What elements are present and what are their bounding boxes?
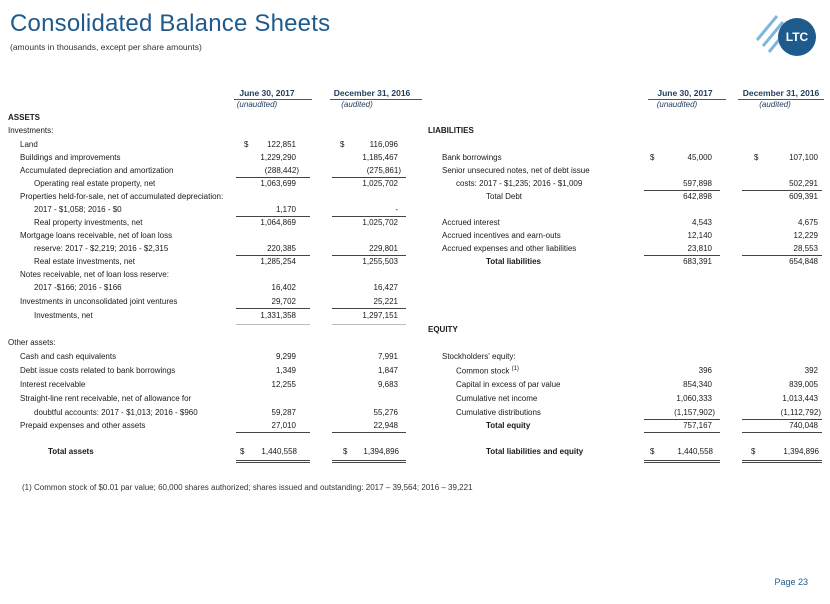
other-asset-value-2017: 27,010 (271, 421, 296, 430)
asset-value-2017: 1,064,869 (260, 218, 296, 227)
other-asset-label: Prepaid expenses and other assets (20, 421, 146, 430)
dollar-sign: $ (240, 447, 245, 456)
liability-label: Senior unsecured notes, net of debt issue (442, 166, 590, 175)
asset-value-2016: 1,185,467 (362, 153, 398, 162)
equity-heading: EQUITY (428, 325, 458, 334)
liability-label: Bank borrowings (442, 153, 502, 162)
liability-value-2016: 502,291 (789, 179, 818, 188)
subtotal-rule (236, 308, 310, 309)
liability-value-2016: 654,848 (789, 257, 818, 266)
asset-value-2017: 1,285,254 (260, 257, 296, 266)
asset-value-2017: 1,229,290 (260, 153, 296, 162)
logo-text: LTC (785, 30, 809, 44)
subtotal-rule (236, 324, 310, 325)
ltc-logo (751, 6, 823, 64)
liability-value-2017: 683,391 (683, 257, 712, 266)
subtotal-rule (332, 177, 406, 178)
total-equity-label: Total equity (486, 421, 531, 430)
total-assets-2016: 1,394,896 (363, 447, 399, 456)
asset-value-2016: 1,297,151 (362, 311, 398, 320)
asset-value-2016: 116,096 (369, 140, 398, 149)
col-header-jun2017-right: June 30, 2017 (657, 88, 713, 98)
asset-value-2016: - (395, 205, 398, 214)
other-asset-label: Straight-line rent receivable, net of allowance for (20, 394, 192, 403)
subtotal-rule (332, 324, 406, 325)
liability-value-2016: 28,553 (793, 244, 818, 253)
asset-label: 2017 -$166; 2016 - $166 (34, 283, 122, 292)
asset-value-2017: 1,063,699 (260, 179, 296, 188)
col-sub-audited-left: (audited) (341, 100, 373, 109)
equity-value-2016: 839,005 (789, 380, 818, 389)
asset-value-2017: 1,331,358 (260, 311, 296, 320)
liability-value-2017: 597,898 (683, 179, 712, 188)
other-asset-value-2017: 12,255 (271, 380, 296, 389)
asset-value-2017: 122,851 (267, 140, 296, 149)
footnote-marker: (1) (511, 366, 519, 372)
liability-value-2017: 23,810 (687, 244, 712, 253)
other-asset-label: Interest receivable (20, 380, 86, 389)
asset-value-2017: 16,402 (271, 283, 296, 292)
total-liabilities-equity-label: Total liabilities and equity (486, 447, 584, 456)
total-rule (332, 460, 406, 463)
asset-label: Properties held-for-sale, net of accumulated depreciation: (20, 192, 224, 201)
subtotal-rule (742, 419, 822, 420)
total-rule (236, 460, 310, 463)
subtotal-rule (644, 432, 720, 433)
asset-label: Investments in unconsolidated joint ventures (20, 297, 178, 306)
other-asset-label: Debt issue costs related to bank borrowings (20, 366, 176, 375)
asset-label: Buildings and improvements (20, 153, 121, 162)
total-rule (742, 460, 822, 463)
other-asset-label: doubtful accounts: 2017 - $1,013; 2016 - $960 (34, 408, 198, 417)
asset-label: Operating real estate property, net (34, 179, 156, 188)
asset-label: Real property investments, net (34, 218, 143, 227)
other-asset-value-2017: 59,287 (271, 408, 296, 417)
total-assets-2017: 1,440,558 (261, 447, 297, 456)
other-asset-value-2017: 9,299 (275, 352, 296, 361)
liability-label: Accrued expenses and other liabilities (442, 244, 577, 253)
subtotal-rule (644, 419, 720, 420)
page-title: Consolidated Balance Sheets (10, 10, 331, 37)
asset-label: Investments, net (34, 311, 93, 320)
equity-value-2017: (1,157,902) (674, 408, 715, 417)
liability-value-2017: 45,000 (687, 153, 712, 162)
dollar-sign: $ (650, 447, 655, 456)
dollar-sign: $ (340, 140, 345, 149)
liability-label: Accrued interest (442, 218, 500, 227)
equity-label: Capital in excess of par value (456, 380, 561, 389)
equity-value-2016: (1,112,792) (780, 408, 821, 417)
equity-value-2016: 1,013,443 (782, 394, 818, 403)
other-asset-value-2016: 9,683 (377, 380, 398, 389)
stockholders-equity-heading: Stockholders' equity: (442, 352, 516, 361)
asset-value-2016: 25,221 (373, 297, 398, 306)
subtotal-rule (236, 432, 310, 433)
assets-heading: ASSETS (8, 113, 41, 122)
subtotal-rule (644, 255, 720, 256)
asset-value-2017: (288,442) (264, 166, 299, 175)
liability-value-2016: 107,100 (789, 153, 818, 162)
asset-value-2017: 220,385 (267, 244, 296, 253)
asset-label: Real estate investments, net (34, 257, 135, 266)
subtotal-rule (236, 177, 310, 178)
asset-label: Land (20, 140, 38, 149)
investments-heading: Investments: (8, 126, 54, 135)
other-asset-value-2016: 22,948 (373, 421, 398, 430)
liability-value-2016: 12,229 (793, 231, 818, 240)
subtotal-rule (332, 308, 406, 309)
dollar-sign: $ (754, 153, 759, 162)
liability-value-2017: 12,140 (687, 231, 712, 240)
asset-value-2016: 1,025,702 (362, 218, 398, 227)
col-header-dec2016-left: December 31, 2016 (333, 88, 411, 98)
col-sub-unaudited-right: (unaudited) (656, 100, 698, 109)
asset-value-2016: 1,255,503 (362, 257, 398, 266)
asset-value-2017: 29,702 (271, 297, 296, 306)
dollar-sign: $ (343, 447, 348, 456)
liability-value-2017: 4,543 (691, 218, 712, 227)
common-stock-label: Common stock $^{(1)}$ (456, 366, 519, 376)
subtotal-rule (236, 255, 310, 256)
subtotal-rule (644, 190, 720, 191)
subtotal-rule (332, 432, 406, 433)
asset-value-2016: 16,427 (373, 283, 398, 292)
other-asset-value-2016: 7,991 (377, 352, 398, 361)
equity-label: Cumulative net income (456, 394, 538, 403)
other-asset-value-2016: 55,276 (373, 408, 398, 417)
dollar-sign: $ (244, 140, 249, 149)
subtotal-rule (742, 190, 822, 191)
other-asset-label: Cash and cash equivalents (20, 352, 117, 361)
subtotal-rule (742, 255, 822, 256)
col-sub-unaudited-left: (unaudited) (236, 100, 278, 109)
dollar-sign: $ (751, 447, 756, 456)
asset-value-2017: 1,170 (275, 205, 296, 214)
asset-label: reserve: 2017 - $2,219; 2016 - $2,315 (34, 244, 169, 253)
col-header-dec2016-right: December 31, 2016 (742, 88, 820, 98)
equity-value-2017: 396 (698, 366, 712, 375)
equity-label: Cumulative distributions (456, 408, 541, 417)
asset-value-2016: 1,025,702 (362, 179, 398, 188)
total-liabilities-label: Total liabilities (486, 257, 541, 266)
footnote: (1) Common stock of $0.01 par value; 60,000 shares authorized; shares issued and outstanding: 2017 – 39,564; 2016 – 39,221 (22, 483, 473, 492)
equity-value-2016: 392 (804, 366, 818, 375)
other-assets-heading: Other assets: (8, 338, 56, 347)
asset-label: 2017 - $1,058; 2016 - $0 (34, 205, 122, 214)
asset-label: Notes receivable, net of loan loss reserve: (20, 270, 169, 279)
col-sub-audited-right: (audited) (759, 100, 791, 109)
logo-sub-text: REIT (807, 45, 817, 57)
liabilities-heading: LIABILITIES (428, 126, 474, 135)
page-number: Page 23 (774, 577, 808, 587)
liability-value-2016: 609,391 (789, 192, 818, 201)
total-rule (644, 460, 720, 463)
asset-value-2016: (275,861) (366, 166, 401, 175)
col-header-jun2017-left: June 30, 2017 (239, 88, 295, 98)
equity-value-2017: 757,167 (683, 421, 712, 430)
liability-value-2017: 642,898 (683, 192, 712, 201)
equity-value-2017: 854,340 (683, 380, 712, 389)
equity-value-2016: 740,048 (789, 421, 818, 430)
total-liabilities-equity-2017: 1,440,558 (677, 447, 713, 456)
liability-label: Accrued incentives and earn-outs (442, 231, 561, 240)
asset-label: Mortgage loans receivable, net of loan loss (20, 231, 173, 240)
asset-value-2016: 229,801 (369, 244, 398, 253)
total-liabilities-equity-2016: 1,394,896 (783, 447, 819, 456)
subtotal-rule (332, 216, 406, 217)
total-assets-label: Total assets (48, 447, 94, 456)
liability-label: costs: 2017 - $1,235; 2016 - $1,009 (456, 179, 583, 188)
liability-value-2016: 4,675 (797, 218, 818, 227)
asset-label: Accumulated depreciation and amortization (20, 166, 174, 175)
dollar-sign: $ (650, 153, 655, 162)
other-asset-value-2016: 1,847 (377, 366, 398, 375)
page-subtitle: (amounts in thousands, except per share amounts) (10, 42, 202, 52)
subtotal-rule (742, 432, 822, 433)
subtotal-rule (236, 216, 310, 217)
other-asset-value-2017: 1,349 (275, 366, 296, 375)
subtotal-rule (332, 255, 406, 256)
equity-value-2017: 1,060,333 (676, 394, 712, 403)
total-debt-label: Total Debt (486, 192, 523, 201)
